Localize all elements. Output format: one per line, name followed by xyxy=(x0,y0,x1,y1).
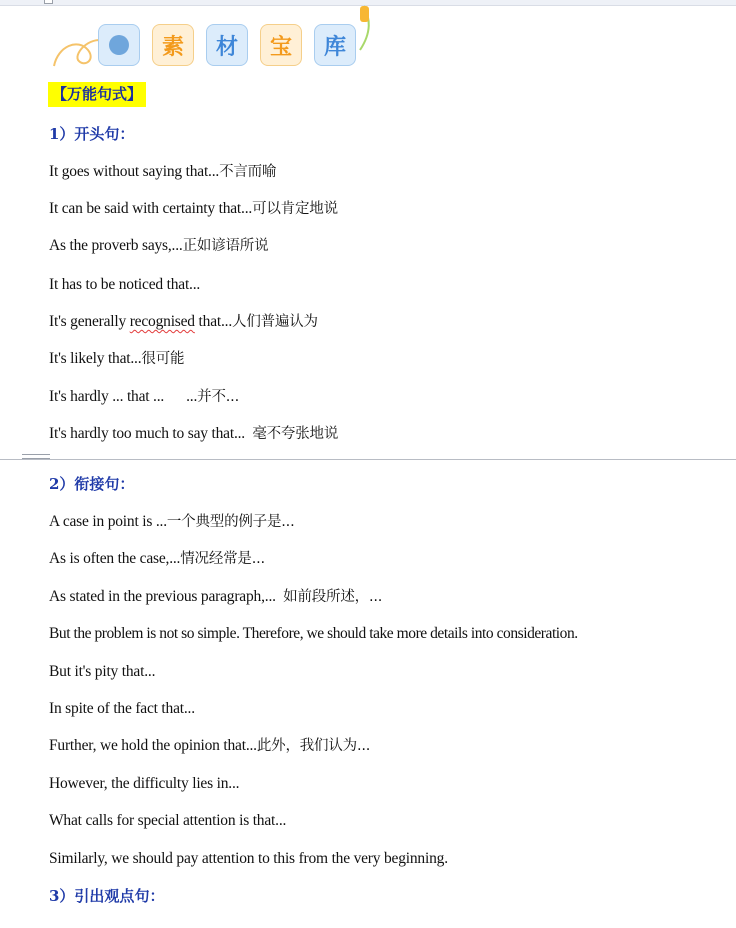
spellcheck-flagged-word[interactable]: recognised xyxy=(129,313,195,330)
section-heading-transition: 2）衔接句： xyxy=(49,475,135,493)
sentence-line: It's likely that...很可能 xyxy=(49,350,185,367)
section-badge: 【万能句式】 xyxy=(48,82,146,107)
sentence-line: In spite of the fact that... xyxy=(49,700,195,717)
circle-icon xyxy=(109,35,129,55)
sentence-line: It goes without saying that...不言而喻 xyxy=(49,163,277,180)
page-break-icon xyxy=(22,454,50,464)
sentence-line: As stated in the previous paragraph,... 如前段所述，... xyxy=(49,588,383,605)
sentence-line: However, the difficulty lies in... xyxy=(49,775,240,792)
banner-tile-dot xyxy=(98,24,140,66)
banner-tile: 材 xyxy=(206,24,248,66)
banner-tile: 库 xyxy=(314,24,356,66)
sentence-line: As is often the case,...情况经常是... xyxy=(49,550,265,567)
sentence-line: But the problem is not so simple. Therefore, we should take more details into consideration. xyxy=(49,625,578,642)
sentence-line: It can be said with certainty that...可以肯定地说 xyxy=(49,200,338,217)
banner-tile: 素 xyxy=(152,24,194,66)
sentence-line: Similarly, we should pay attention to this from the very beginning. xyxy=(49,850,448,867)
sentence-line: What calls for special attention is that... xyxy=(49,812,287,829)
sentence-line: But it's pity that... xyxy=(49,663,156,680)
section-heading-opening: 1）开头句： xyxy=(49,125,135,143)
sentence-line: A case in point is ...一个典型的例子是... xyxy=(49,513,295,530)
sentence-line: It's hardly too much to say that... 毫不夸张地说 xyxy=(49,425,339,442)
page-break-line xyxy=(0,459,736,460)
banner-tile: 宝 xyxy=(260,24,302,66)
sentence-line: As the proverb says,...正如谚语所说 xyxy=(49,237,269,254)
sentence-line: Further, we hold the opinion that...此外，我们认为... xyxy=(49,737,371,754)
sentence-line: It's hardly ... that ... ...并不... xyxy=(49,388,239,405)
banner-logo xyxy=(48,4,378,76)
sentence-line: It has to be noticed that... xyxy=(49,276,201,293)
section-heading-opinion: 3）引出观点句： xyxy=(49,887,165,905)
sentence-line: It's generally recognised that...人们普遍认为 xyxy=(49,313,318,330)
